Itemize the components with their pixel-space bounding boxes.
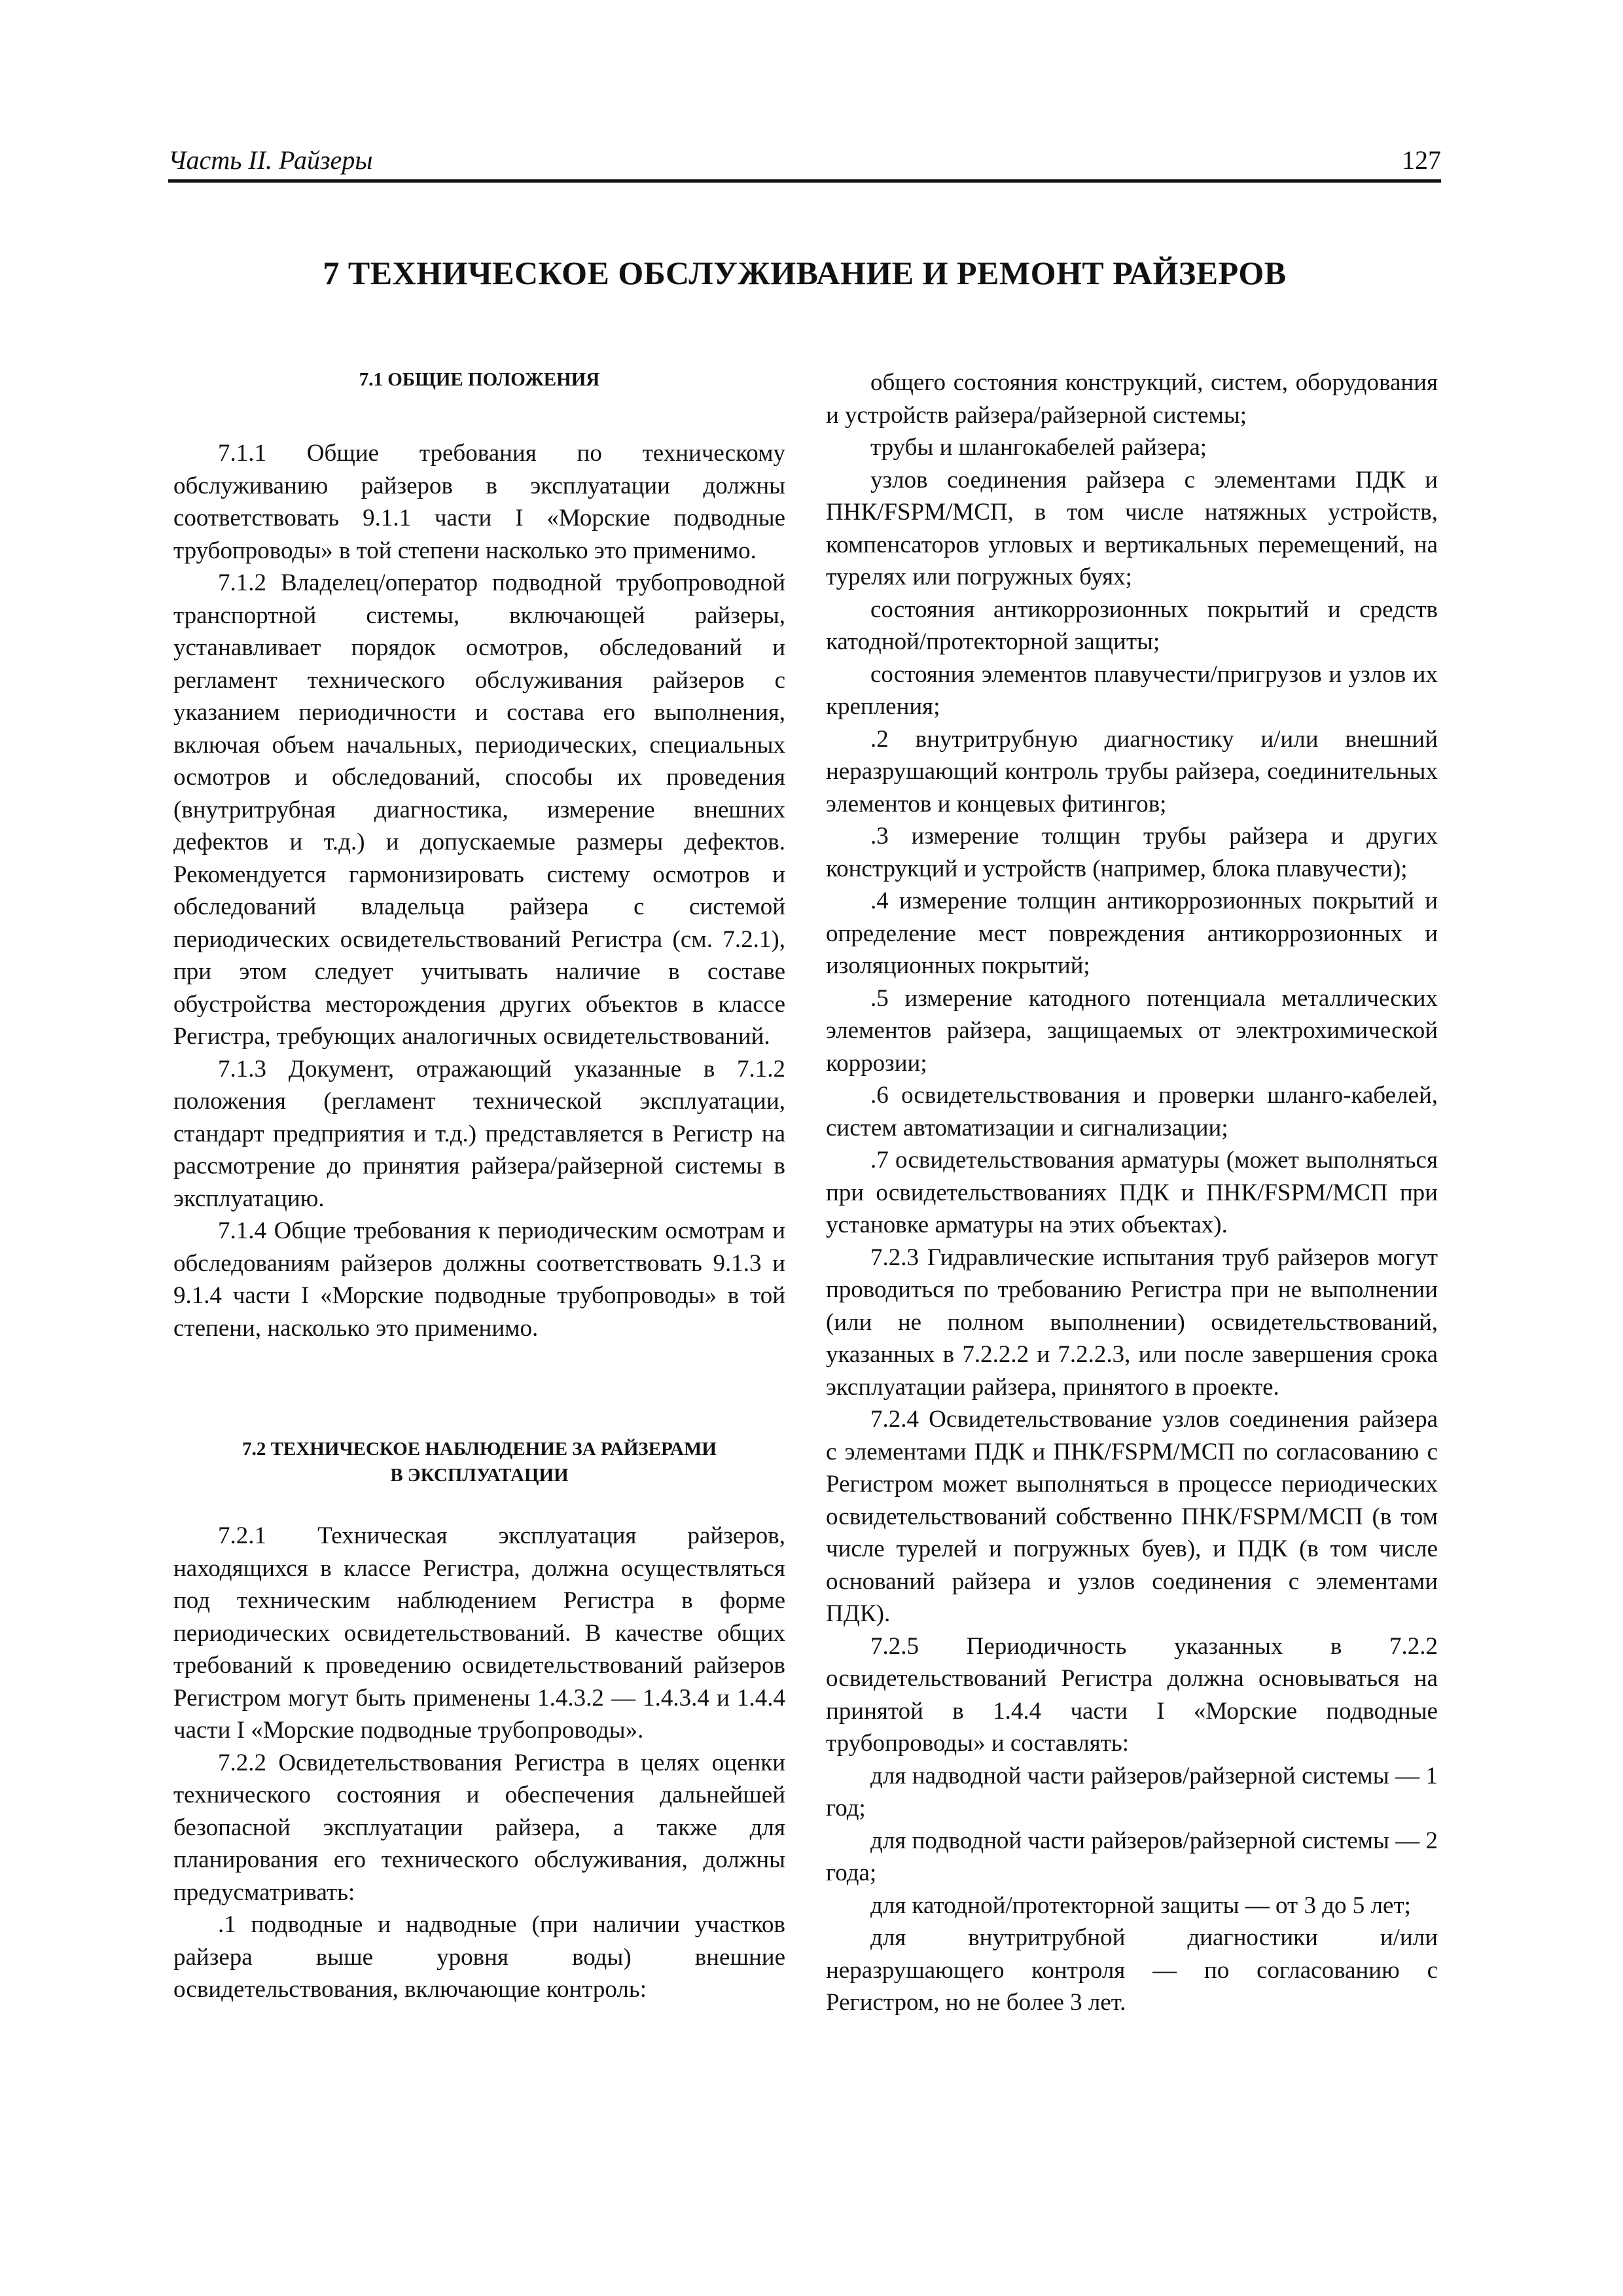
section-7-2-title [173, 1436, 785, 1488]
list-subitem: состояния антикоррозионных покрытий и средств катодной/протекторной защиты; [826, 596, 1438, 655]
part-title: Часть II. Райзеры [168, 145, 373, 175]
list-item-6: .6 освидетельствования и проверки шланго-кабелей, систем автоматизации и сигнализации; [826, 1082, 1438, 1141]
running-header [168, 137, 1441, 183]
page-number: 127 [1402, 145, 1441, 175]
chapter-title: 7 ТЕХНИЧЕСКОЕ ОБСЛУЖИВАНИЕ И РЕМОНТ РАЙЗЕРОВ [323, 255, 1287, 291]
list-item-2: .2 внутритрубную диагностику и/или внешний неразрушающий контроль трубы райзера, соединительных элементов и концевых фитингов; [826, 725, 1438, 817]
paragraph-7-2-5: 7.2.5 Периодичность указанных в 7.2.2 освидетельствований Регистра должна основываться на принятой в 1.4.4 части I «Морские подводные трубопроводы» и составлять: [826, 1632, 1438, 1757]
paragraph-7-2-2: 7.2.2 Освидетельствования Регистра в целях оценки технического состояния и обеспечения дальнейшей безопасной эксплуатации райзера, а также для планирования его технического обслуживания, должны предусматривать: [173, 1749, 785, 1906]
paragraph-7-2-1: 7.2.1 Техническая эксплуатация райзеров, находящихся в классе Регистра, должна осуществляться под техническим наблюдением Регистра в форме периодических освидетельствований. В качестве общих требований к проведению освидетельствований райзеров Регистром могут быть применены 1.4.3.2 — 1.4.3.4 и 1.4.4 части I «Морские подводные трубопроводы». [173, 1522, 785, 1744]
section-7-2-title-line1: 7.2 ТЕХНИЧЕСКОЕ НАБЛЮДЕНИЕ ЗА РАЙЗЕРАМИ [242, 1439, 717, 1460]
list-item-4: .4 измерение толщин антикоррозионных покрытий и определение мест повреждения антикоррозионных и изоляционных покрытий; [826, 888, 1438, 979]
list-subitem: трубы и шлангокабелей райзера; [870, 434, 1207, 461]
section-7-1-title: 7.1 ОБЩИЕ ПОЛОЖЕНИЯ [359, 369, 600, 390]
paragraph-7-2-4: 7.2.4 Освидетельствование узлов соединения райзера с элементами ПДК и ПНК/FSPM/МСП по согласованию с Регистром может выполняться в процессе периодических освидетельствований собственно ПНК/FSPM/МСП (в том числе турелей и погружных буев), и ПДК (в том числе оснований райзера и узлов соединения с элементами ПДК). [826, 1406, 1438, 1627]
paragraph-7-1-1: 7.1.1 Общие требования по техническому обслуживанию райзеров в эксплуатации должны соответствовать 9.1.1 части I «Морские подводные трубопроводы» в той степени насколько это применимо. [173, 440, 785, 564]
paragraph-7-1-2: 7.1.2 Владелец/оператор подводной трубопроводной транспортной системы, включающей райзеры, устанавливает порядок осмотров, обследований и регламент технического обслуживания райзеров с указанием периодичности и состава его выполнения, включая объем начальных, периодических, специальных осмотров и обследований, способы их проведения (внутритрубная диагностика, измерение внешних дефектов и т.д.) и допускаемые размеры дефектов. Рекомендуется гармонизировать систему осмотров и обследований владельца райзера с системой периодических освидетельствований Регистра (см. 7.2.1), при этом следует учитывать наличие в составе обустройства месторождения других объектов в классе Регистра, требующих аналогичных освидетельствований. [173, 569, 785, 1050]
list-item-3: .3 измерение толщин трубы райзера и других конструкций и устройств (например, блока плавучести); [826, 823, 1438, 882]
paragraph-7-1-4: 7.1.4 Общие требования к периодическим осмотрам и обследованиям райзеров должны соответствовать 9.1.3 и 9.1.4 части I «Морские подводные трубопроводы» в той степени, насколько это применимо. [173, 1217, 785, 1342]
list-subitem: узлов соединения райзера с элементами ПДК и ПНК/FSPM/МСП, в том числе натяжных устройств, компенсаторов угловых и вертикальных перемещений, на турелях или погружных буях; [826, 466, 1438, 590]
list-item-7: .7 освидетельствования арматуры (может выполняться при освидетельствованиях ПДК и ПНК/FSPM/МСП при установке арматуры на этих объектах). [826, 1147, 1438, 1238]
list-subitem: общего состояния конструкций, систем, оборудования и устройств райзера/райзерной системы; [826, 369, 1438, 429]
list-item-5: .5 измерение катодного потенциала металлических элементов райзера, защищаемых от электрохимической коррозии; [826, 984, 1438, 1077]
list-subitem: состояния элементов плавучести/пригрузов и узлов их крепления; [826, 660, 1438, 720]
left-column [173, 367, 785, 2006]
right-column [826, 367, 1438, 2019]
list-subitem: для надводной части райзеров/райзерной системы — 1 год; [826, 1762, 1438, 1821]
paragraph-7-2-3: 7.2.3 Гидравлические испытания труб райзеров могут проводиться по требованию Регистра при не выполнении (или не полном выполнении) освидетельствований, указанных в 7.2.2.2 и 7.2.2.3, или после завершения срока эксплуатации райзера, принятого в проекте. [826, 1244, 1438, 1401]
list-item-1: .1 подводные и надводные (при наличии участков райзера выше уровня воды) внешние освидетельствования, включающие контроль: [173, 1911, 785, 2003]
section-7-2-title-line2: В ЭКСПЛУАТАЦИИ [390, 1465, 569, 1486]
paragraph-7-1-3: 7.1.3 Документ, отражающий указанные в 7.1.2 положения (регламент технической эксплуатации, стандарт предприятия и т.д.) представляется в Регистр на рассмотрение до принятия райзера/райзерной системы в эксплуатацию. [173, 1055, 785, 1212]
list-subitem: для внутритрубной диагностики и/или неразрушающего контроля — по согласованию с Регистром, но не более 3 лет. [826, 1924, 1438, 2016]
list-subitem: для подводной части райзеров/райзерной системы — 2 года; [826, 1827, 1438, 1886]
list-subitem: для катодной/протекторной защиты — от 3 до 5 лет; [870, 1892, 1411, 1919]
